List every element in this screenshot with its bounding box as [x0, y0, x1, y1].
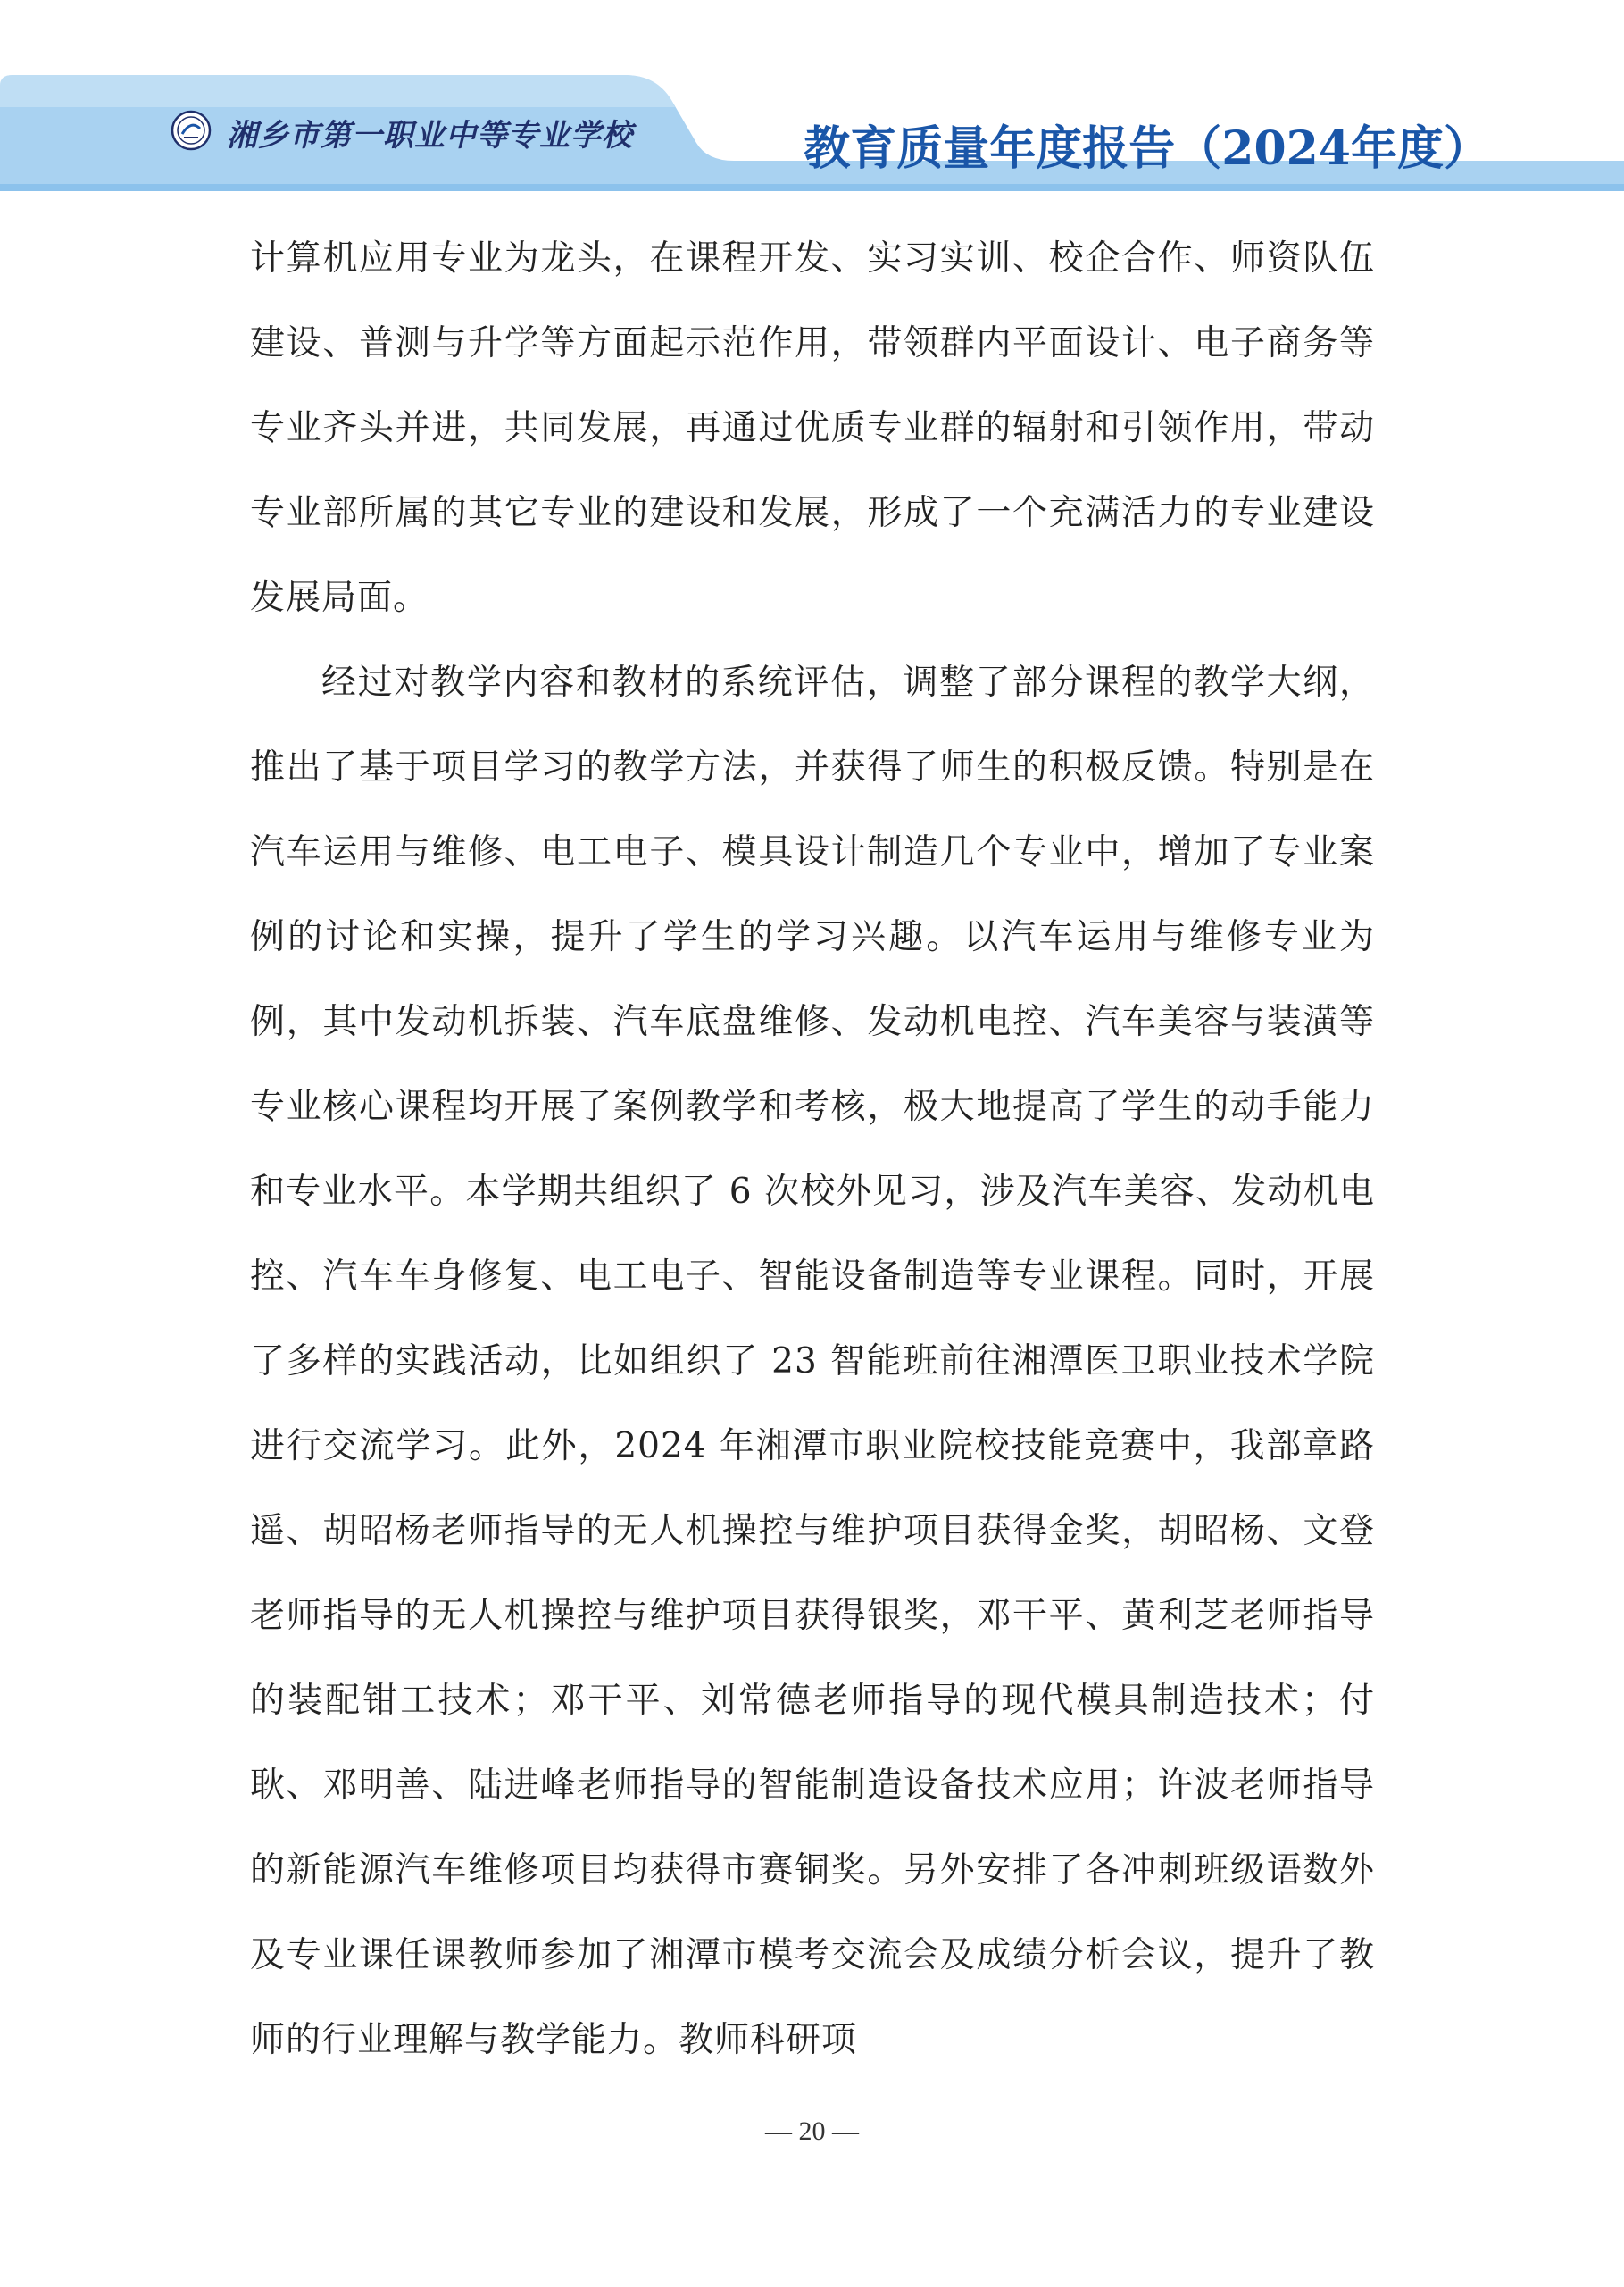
school-name: 湘乡市第一职业中等专业学校 [227, 118, 633, 154]
paragraph-continued: 计算机应用专业为龙头，在课程开发、实习实训、校企合作、师资队伍建设、普测与升学等方面起示范作用，带领群内平面设计、电子商务等专业齐头并进，共同发展，再通过优质专业群的辐射和引领作用，带动专业部所属的其它专业的建设和发展，形成了一个充满活力的专业建设发展局面。 [250, 238, 1375, 618]
body-text [250, 216, 1375, 2083]
report-title: 教育质量年度报告（2024年度） [804, 121, 1490, 176]
page-header [0, 0, 1624, 196]
page-number: — 20 — [765, 2116, 859, 2146]
school-emblem-icon [170, 109, 212, 152]
paragraph: 经过对教学内容和教材的系统评估，调整了部分课程的教学大纲，推出了基于项目学习的教学方法，并获得了师生的积极反馈。特别是在汽车运用与维修、电工电子、模具设计制造几个专业中，增加了专业案例的讨论和实操，提升了学生的学习兴趣。以汽车运用与维修专业为例，其中发动机拆装、汽车底盘维修、发动机电控、汽车美容与装潢等专业核心课程均开展了案例教学和考核，极大地提高了学生的动手能力和专业水平。本学期共组织了 6 次校外见习，涉及汽车美容、发动机电控、汽车车身修复、电工电子、智能设备制造等专业课程。同时，开展了多样的实践活动，比如组织了 23 智能班前往湘潭医卫职业技术学院进行交流学习。此外，2024 年湘潭市职业院校技能竞赛中，我部章路遥、胡昭杨老师指导的无人机操控与维护项目获得金奖，胡昭杨、文登老师指导的无人机操控与维护项目获得银奖，邓干平、黄利芝老师指导的装配钳工技术；邓干平、刘常德老师指导的现代模具制造技术；付耿、邓明善、陆进峰老师指导的智能制造设备技术应用；许波老师指导的新能源汽车维修项目均获得市赛铜奖。另外安排了各冲刺班级语数外及专业课任课教师参加了湘潭市模考交流会及成绩分析会议，提升了教师的行业理解与教学能力。教师科研项 [250, 663, 1375, 2060]
